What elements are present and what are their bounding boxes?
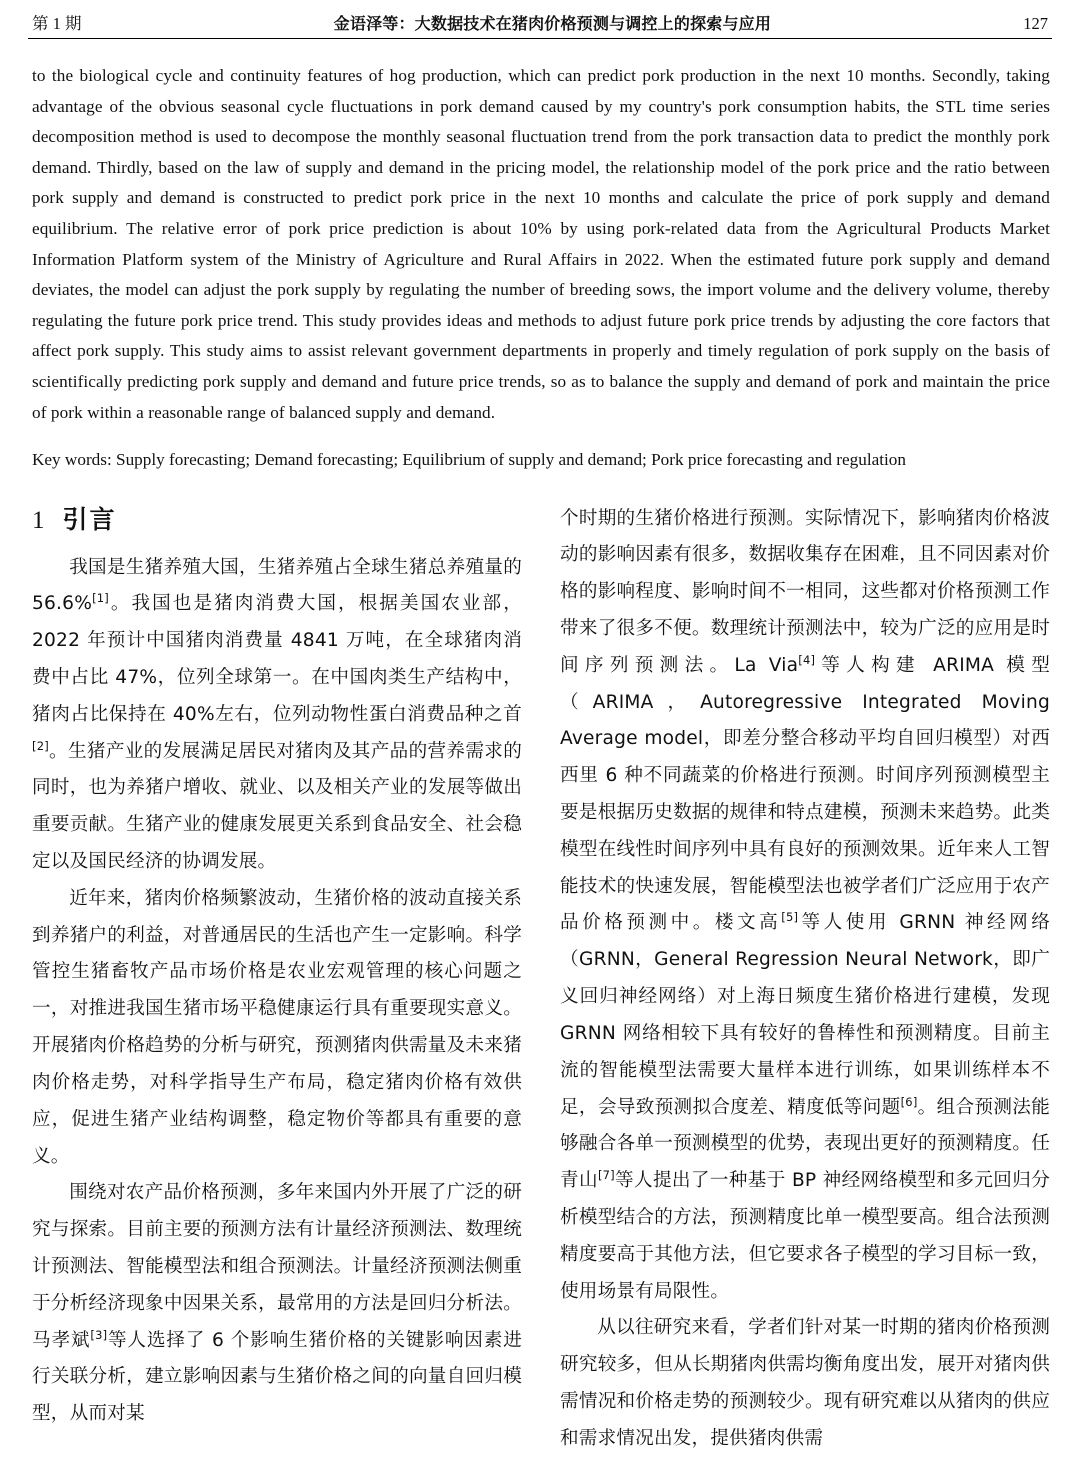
paragraph: 围绕对农产品价格预测，多年来国内外开展了广泛的研究与探索。目前主要的预测方法有计量经济预测法、数理统计预测法、智能模型法和组合预测法。计量经济预测法侧重于分析经济现象中因果关系，最常用的方法是回归分析法。马孝斌[3]等人选择了 6 个影响生猪价格的关键影响因素进行关联分析，建立影响因素与生猪价格之间的向量自回归模型，从而对某 [32,1182,522,1425]
paragraph: 从以往研究来看，学者们针对某一时期的猪肉价格预测研究较多，但从长期猪肉供需均衡角度出发，展开对猪肉供需情况和价格走势的预测较少。现有研究难以从猪肉的供应和需求情况出发，提供猪肉供需 [560,1317,1050,1449]
keywords-line [32,445,1050,474]
abstract-text: to the biological cycle and continuity features of hog production, which can predict pork production in the next 10 months. Secondly, taking advantage of the obvious seasonal cycle fluctuations in pork demand caused by my country's pork consumption habits, the STL time series decomposition method is used to decompose the monthly seasonal fluctuation trend from the pork transaction data to predict the monthly pork demand. Thirdly, based on the law of supply and demand in the pricing model, the relationship model of the pork price and the ratio between pork supply and demand is constructed to predict pork price in the next 10 months and calculate the price of pork supply and demand equilibrium. The relative error of pork price prediction is about 10% by using pork-related data from the Agricultural Products Market Information Platform system of the Ministry of Agriculture and Rural Affairs in 2022. When the estimated future pork supply and demand deviates, the model can adjust the pork supply by regulating the number of breeding sows, the import volume and the delivery volume, thereby regulating the future pork price trend. This study provides ideas and methods to adjust future pork price trends by adjusting the core factors that affect pork supply. This study aims to assist relevant government departments in properly and timely regulation of pork supply on the basis of scientifically predicting pork supply and demand and future price trends, so as to balance the supply and demand of pork and maintain the price of pork within a reasonable range of balanced supply and demand. [32,66,1050,422]
left-column [32,501,522,1458]
section-title: 引言 [62,504,117,534]
keywords-separator: : [106,450,117,470]
section-heading [32,505,522,536]
paragraph: 近年来，猪肉价格频繁波动，生猪价格的波动直接关系到养猪户的利益，对普通居民的生活也产生一定影响。科学管控生猪畜牧产品市场价格是农业宏观管理的核心问题之一，对推进我国生猪市场平稳健康运行具有重要现实意义。开展猪肉价格趋势的分析与研究，预测猪肉供需量及未来猪肉价格走势，对科学指导生产布局，稳定猪肉价格有效供应，促进生猪产业结构调整，稳定物价等都具有重要的意义。 [32,887,522,1167]
issue-label: 第 1 期 [32,14,82,33]
body-columns [26,501,1054,1458]
running-title: 金语泽等：大数据技术在猪肉价格预测与调控上的探索与应用 [333,14,772,33]
page-number: 127 [1023,14,1048,33]
keywords-value: Supply forecasting; Demand forecasting; Equilibrium of supply and demand; Pork price forecasting and regulation [116,450,906,470]
keywords-label: Key words [32,450,107,470]
right-column [560,501,1050,1458]
header-divider [28,38,1052,39]
running-head [26,0,1054,36]
paragraph: 个时期的生猪价格进行预测。实际情况下，影响猪肉价格波动的影响因素有很多，数据收集存在困难，且不同因素对价格的影响程度、影响时间不一相同，这些都对价格预测工作带来了很多不便。数理统计预测法中，较为广泛的应用是时间序列预测法。La Via[4]等人构建 ARIMA 模型（ARIMA，Autoregressive Integrated Moving Average model，即差分整合移动平均自回归模型）对西西里 6 种不同蔬菜的价格进行预测。时间序列预测模型主要是根据历史数据的规律和特点建模，预测未来趋势。此类模型在线性时间序列中具有良好的预测效果。近年来人工智能技术的快速发展，智能模型法也被学者们广泛应用于农产品价格预测中。楼文高[5]等人使用 GRNN 神经网络（GRNN，General Regression Neural Network，即广义回归神经网络）对上海日频度生猪价格进行建模，发现 GRNN 网络相较下具有较好的鲁棒性和预测精度。目前主流的智能模型法需要大量样本进行训练，如果训练样本不足，会导致预测拟合度差、精度低等问题[6]。组合预测法能够融合各单一预测模型的优势，表现出更好的预测精度。任青山[7]等人提出了一种基于 BP 神经网络模型和多元回归分析模型结合的方法，预测精度比单一模型要高。组合法预测精度要高于其他方法，但它要求各子模型的学习目标一致，使用场景有局限性。 [560,507,1050,1302]
section-number: 1 [32,506,47,534]
paragraph: 我国是生猪养殖大国，生猪养殖占全球生猪总养殖量的 56.6%[1]。我国也是猪肉消费大国，根据美国农业部，2022 年预计中国猪肉消费量 4841 万吨，在全球猪肉消费中占比 47%，位列全球第一。在中国肉类生产结构中，猪肉占比保持在 40%左右，位列动物性蛋白消费品种之首[2]。生猪产业的发展满足居民对猪肉及其产品的营养需求的同时，也为养猪户增收、就业、以及相关产业的发展等做出重要贡献。生猪产业的健康发展更关系到食品安全、社会稳定以及国民经济的协调发展。 [32,556,522,873]
